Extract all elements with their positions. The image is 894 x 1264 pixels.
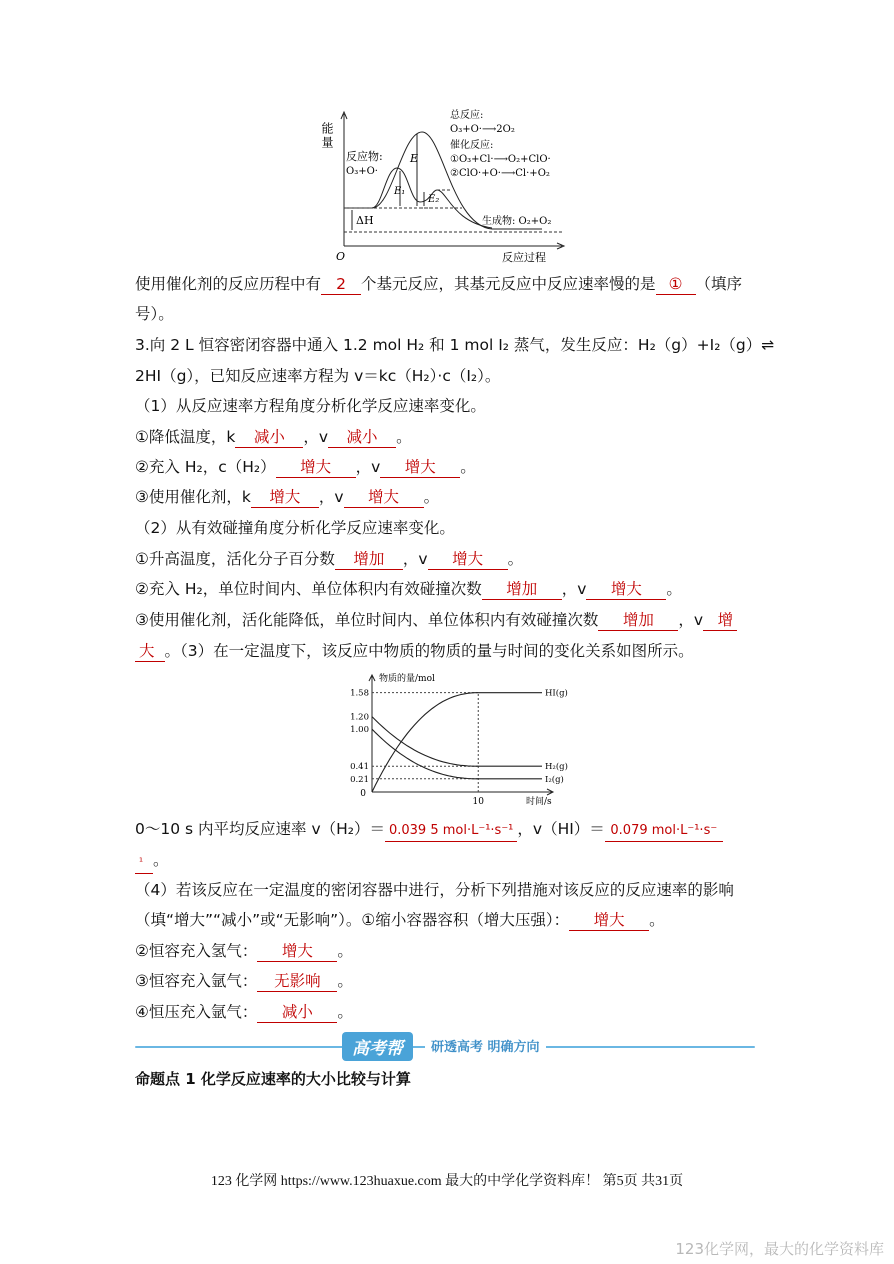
p2c-end: 。（3）在一定温度下，该反应中物质的物质的量与时间的变化关系如图所示。 bbox=[164, 642, 694, 660]
answer-p4a: 增大 bbox=[569, 910, 649, 931]
fig1-total-eq: O₃+O·⟶2O₂ bbox=[450, 124, 515, 135]
fig1-cat1: ①O₃+Cl·⟶O₂+ClO· bbox=[450, 154, 551, 165]
fig1-dH: ΔH bbox=[356, 214, 374, 227]
banner-title: 高考帮 bbox=[342, 1032, 413, 1061]
energy-diagram bbox=[322, 104, 574, 264]
q2-line2: 号）。 bbox=[135, 305, 174, 323]
banner-subtitle: 研透高考 明确方向 bbox=[425, 1036, 546, 1055]
q3-line1: 3.向 2 L 恒容密闭容器中通入 1.2 mol H₂ 和 1 mol I₂ 蒸气，发生反应：H₂（g）+I₂（g）⇌ bbox=[135, 336, 775, 354]
p4b-dot: 。 bbox=[337, 942, 353, 960]
rate-mid: ，v（HI）＝ bbox=[517, 820, 605, 838]
fig1-cat-title: 催化反应: bbox=[450, 140, 494, 151]
p4c-pre: ③恒容充入氩气： bbox=[135, 972, 258, 990]
p2a-pre: ①升高温度，活化分子百分数 bbox=[135, 550, 335, 568]
answer-p1b-v: 增大 bbox=[380, 457, 460, 478]
p2a-mid: ，v bbox=[402, 550, 428, 568]
y-tick-label: 1.58 bbox=[350, 688, 369, 699]
q3-p2-title: （2）从有效碰撞角度分析化学反应速率变化。 bbox=[135, 519, 455, 537]
section-title: 命题点 1 化学反应速率的大小比较与计算 bbox=[135, 1070, 411, 1088]
fig1-x-label: 反应过程 bbox=[502, 251, 546, 264]
answer-p4c: 无影响 bbox=[257, 971, 337, 992]
p1b-mid: ，v bbox=[355, 458, 381, 476]
p2c-pre: ③使用催化剂，活化能降低，单位时间内、单位体积内有效碰撞次数 bbox=[135, 611, 599, 629]
watermark: 123化学网，最大的化学资料库 bbox=[675, 1240, 884, 1258]
p2b-pre: ②充入 H₂，单位时间内、单位体积内有效碰撞次数 bbox=[135, 580, 482, 598]
answer-rate-hi: 0.079 mol·L⁻¹·s⁻ bbox=[605, 821, 723, 842]
fig1-product: 生成物: O₂+O₂ bbox=[482, 216, 552, 227]
p1c-mid: ，v bbox=[318, 488, 344, 506]
answer-basic-count: 2 bbox=[321, 274, 361, 295]
series-label-1: H₂(g) bbox=[545, 762, 568, 773]
origin-label: 0 bbox=[360, 789, 366, 799]
answer-p2b-x: 增加 bbox=[482, 579, 562, 600]
p1b-end: 。 bbox=[460, 458, 476, 476]
y-axis-label: 物质的量/mol bbox=[379, 674, 435, 684]
p1c-pre: ③使用催化剂，k bbox=[135, 488, 251, 506]
series-label-0: HI(g) bbox=[545, 688, 568, 699]
q3-p4-c bbox=[135, 971, 353, 992]
fig1-reactant-formula: O₃+O· bbox=[346, 166, 378, 177]
gaokao-banner bbox=[135, 1032, 755, 1058]
answer-p2c-x: 增加 bbox=[598, 610, 678, 631]
q3-p1-b bbox=[135, 457, 476, 478]
y-tick-label: 1.00 bbox=[350, 725, 369, 736]
series-label-2: I₂(g) bbox=[545, 774, 564, 785]
q3-p4-b bbox=[135, 941, 353, 962]
p4d-pre: ④恒压充入氩气： bbox=[135, 1003, 258, 1021]
answer-p1b-c: 增大 bbox=[276, 457, 356, 478]
rate-pre: 0～10 s 内平均反应速率 v（H₂）＝ bbox=[135, 820, 385, 838]
answer-p1c-k: 增大 bbox=[251, 487, 319, 508]
p4d-dot: 。 bbox=[337, 1003, 353, 1021]
y-tick-label: 0.21 bbox=[350, 774, 369, 785]
q3-p2-a bbox=[135, 549, 523, 570]
q2-text-c: （填序 bbox=[695, 275, 743, 293]
p1a-mid: ，v bbox=[303, 428, 329, 446]
fig1-E: E bbox=[410, 152, 419, 165]
p4-line2-text: （填“增大”“减小”或“无影响”）。①缩小容器容积（增大压强）： bbox=[135, 911, 570, 929]
rate-end: 。 bbox=[153, 851, 169, 869]
page-footer: 123 化学网 https://www.123huaxue.com 最大的中学化学资料库！ 第5页 共31页 bbox=[210, 1174, 684, 1189]
answer-p2b-v: 增大 bbox=[586, 579, 666, 600]
p4c-dot: 。 bbox=[337, 972, 353, 990]
p1b-pre: ②充入 H₂，c（H₂） bbox=[135, 458, 276, 476]
q3-rate-cont bbox=[135, 850, 169, 874]
q2-text-a: 使用催化剂的反应历程中有 bbox=[135, 275, 322, 293]
fig1-E2: E₂ bbox=[428, 194, 440, 205]
q3-p2-c bbox=[135, 610, 737, 631]
answer-p1c-v: 增大 bbox=[344, 487, 424, 508]
y-tick-label: 0.41 bbox=[350, 762, 369, 773]
p1c-end: 。 bbox=[423, 488, 440, 506]
p2b-end: 。 bbox=[666, 580, 682, 598]
q3-p2-b bbox=[135, 579, 682, 600]
fig1-y-label: 能量 bbox=[320, 122, 334, 150]
p2b-mid: ，v bbox=[561, 580, 587, 598]
fig1-reactant: 反应物: bbox=[346, 150, 383, 163]
q3-p4-line2 bbox=[135, 910, 665, 931]
amount-time-chart bbox=[330, 672, 568, 810]
answer-rate-hi-sup: ¹ bbox=[135, 853, 153, 874]
q3-p1-title: （1）从反应速率方程角度分析化学反应速率变化。 bbox=[135, 397, 486, 415]
answer-p4d: 减小 bbox=[257, 1002, 337, 1023]
p1a-pre: ①降低温度，k bbox=[135, 428, 236, 446]
fig1-cat2: ②ClO·+O·⟶Cl·+O₂ bbox=[450, 168, 550, 179]
q3-p1-c bbox=[135, 487, 439, 508]
answer-p2a-v: 增大 bbox=[428, 549, 508, 570]
p1a-end: 。 bbox=[396, 428, 412, 446]
answer-p2c-v2: 大 bbox=[135, 641, 165, 662]
q3-p1-a bbox=[135, 427, 412, 448]
x-tick-label: 10 bbox=[472, 797, 484, 807]
answer-p1a-v: 减小 bbox=[328, 427, 396, 448]
q2-line1 bbox=[135, 274, 742, 295]
y-tick-label: 1.20 bbox=[350, 712, 369, 723]
p4a-dot: 。 bbox=[649, 911, 665, 929]
p2a-end: 。 bbox=[507, 550, 524, 568]
series-line-2 bbox=[372, 729, 542, 779]
q2-text-b: 个基元反应，其基元反应中反应速率慢的是 bbox=[361, 275, 656, 293]
fig1-E1: E₁ bbox=[394, 186, 406, 197]
q3-rate-line bbox=[135, 819, 723, 842]
x-axis-label: 时间/s bbox=[526, 797, 552, 807]
q3-line2: 2HI（g），已知反应速率方程为 v＝kc（H₂）·c（I₂）。 bbox=[135, 367, 501, 385]
answer-p2a-x: 增加 bbox=[335, 549, 403, 570]
series-line-1 bbox=[372, 717, 542, 767]
q3-p2-c-cont bbox=[135, 641, 694, 662]
q3-p4-title: （4）若该反应在一定温度的密闭容器中进行，分析下列措施对该反应的反应速率的影响 bbox=[135, 881, 734, 899]
q3-p4-d bbox=[135, 1002, 353, 1023]
answer-slow-step: ① bbox=[656, 274, 696, 295]
answer-p4b: 增大 bbox=[257, 941, 337, 962]
answer-p2c-v1: 增 bbox=[703, 610, 737, 631]
p2c-mid: ，v bbox=[678, 611, 704, 629]
p4b-pre: ②恒容充入氢气： bbox=[135, 942, 258, 960]
fig1-total-title: 总反应: bbox=[450, 110, 484, 121]
answer-rate-h2: 0.039 5 mol·L⁻¹·s⁻¹ bbox=[385, 821, 517, 842]
answer-p1a-k: 减小 bbox=[235, 427, 303, 448]
fig1-origin: O bbox=[336, 250, 346, 263]
